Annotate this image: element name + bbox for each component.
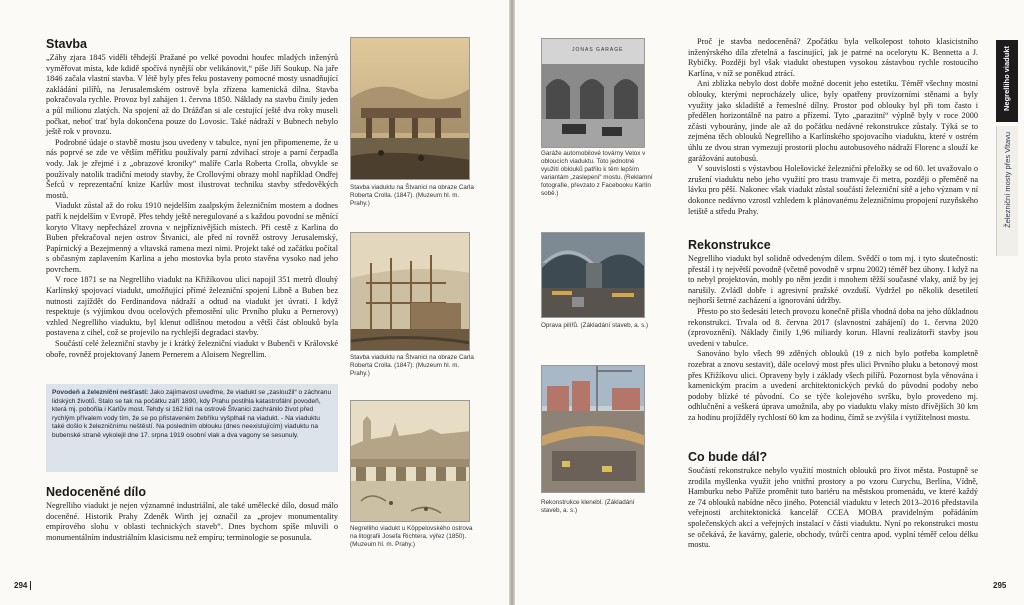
caption-velox: Garáže automobilové továrny Velox v obloucích viaduktu. Toto jednotné využití oblouků patřilo k těm lepším variantám „zaslepení“ mostu. (Reklamní fotografie, převzato z Facebooku Karlín sobě.) bbox=[541, 150, 653, 197]
paragraph: V roce 1871 se na Negrelliho viadukt na Křižíkovou ulici napojil 351 metrů dlouhý Karlínský spojovací viadukt, umožňující přímé železniční spojení Libně a Buben bez nutnosti zajíždět do Ferdinandova nádraží a odtud na viadukt jet úvrati. I když respektuje (s výjimkou dvou ocelových přemostění ulic Prvního pluku a Pernerovy) vzhled Negrelliho viaduktu, byl klenut odlišnou metodou a větší část oblouků byla postavena z cihel, což se projevilo na rychlejší degradaci stavby. bbox=[46, 275, 338, 338]
paragraph: V souvislosti s výstavbou Holešovické železniční přeložky se od 60. let uvažovalo o zrušení viaduktu nebo jeho využití pro trasu tramvaje či metra, později o přeměně na lávku pro pěší. Nakonec však viadukt zůstal součástí železniční sítě a jeho význam v ní dokonce nedávno vzrostl vzhledem k plánovanému železničnímu propojení ruzyňského letiště a středu Prahy. bbox=[688, 164, 978, 216]
page-number-right: 295 bbox=[993, 581, 1007, 590]
chapter-tab-active[interactable] bbox=[996, 40, 1018, 122]
caption-pillar-repair: Oprava pilířů. (Základání staveb, a. s.) bbox=[541, 322, 649, 329]
caption-painting-2: Stavba viaduktu na Štvanici na obraze Carla Roberta Crolla. (1847). (Muzeum hl. m. Prahy.) bbox=[350, 354, 474, 377]
paragraph: Součástí celé železniční stavby je i krátký železniční viadukt v Bubenči v Královské oboře, rovněž projektovaný Janem Pernerem a Aloisem Negrellim. bbox=[46, 339, 338, 359]
nedocenene-body bbox=[46, 501, 338, 543]
paragraph: Negrelliho viadukt je nejen významné industriální, ale také umělecké dílo, dosud málo doceněné. Historik Prahy Zdeněk Wirth jej označil za „projev monumentality empírového slohu v oblasti technických staveb“. Dnes bychom spíše mluvili o monumentálním industriálním klasicismu než empíru; terminologie se posunula. bbox=[46, 501, 338, 542]
heading-rekonstrukce: Rekonstrukce bbox=[688, 238, 771, 252]
lithograph-richter bbox=[350, 400, 470, 522]
caption-vault: Rekonstrukce klenebl. (Základání staveb, a. s.) bbox=[541, 499, 635, 514]
chapter-tab-active-label: Negrelliho viadukt bbox=[1002, 46, 1011, 112]
paragraph: „Záhy zjara 1845 viděli těhdejší Pražané po velké povodni houfec mladých inženýrů vyměřovat místa, kde kdidě spočívá nynější obr velikánovit,“ píše Jiří Soukup. Na jaře 1846 začala vlastní stavba. V létě byly přes řeku postaveny pomocné mosty usnadňující zakládání pilířů, na Jerusalemském ostrově byla zřízena kamenická dílna. Stavba pokračovala rychle. Provoz byl zahájen 1. června 1850. Náklady na stavbu činily jeden a půl milionu zlatých. Na spojení až do Drážďan si ale cestující ještě dva roky museli počkat, neboť trať byla dokončena pouze do Lovosic. Také nádraží v Bubnech nebylo ještě rok v provozu. bbox=[46, 53, 338, 137]
callout-text: Jako zajímavost uveďme, že viadukt se „zasloužil“ o záchranu lidských životů. Stalo se tak na počátku září 1890, kdy Prahu postihla katastrofální povodeň, která mj. pobořila i Karlův most. Tehdy si 162 lidí na ostrově Štvanici zachránilo život před rychlým přívalem vody tím, že se po přistaveném žebříku vyšplhali na viadukt. - Na viaduktu také došlo k železničnímu neštěstí. Na posledním oblouku (dnes neexistujícím) viaduktu na bubenské straně vykolejil dne 17. srpna 1919 osobní vlak a dva vagony se sesunuly. bbox=[52, 389, 332, 439]
cobude-body bbox=[688, 466, 978, 551]
paragraph: Negrelliho viadukt byl solidně odvedeným dílem. Svědčí o tom mj. i tyto skutečnosti: přestál i ty největší povodně (včetně povodně v srpnu 2002) téměř bez úhony. I když na to nebyl projektován, mohly po něm jezdit i mnohem těžší současné vlaky, aniž by jej narušily. Zvládl dobře i agresivní pražské ovzduší. Vydržel po několik desetiletí nejhorší šetrné zacházení a ignorování údržby. bbox=[688, 254, 978, 306]
garage-sign: JONAS GARAGE bbox=[572, 47, 624, 53]
intro-body bbox=[688, 37, 978, 217]
stavba-body bbox=[46, 53, 338, 360]
right-page bbox=[515, 0, 1024, 605]
heading-co-bude-dal: Co bude dál? bbox=[688, 450, 768, 464]
paragraph: Sanováno bylo všech 99 zděných oblouků (19 z nich bylo potřeba kompletně rozebrat a znovu sestavit), dále ocelový most přes ulici Prvního pluku a betonový most přes Křižíkovu ulici. Opraveny byly i základy všech pilířů. Pozornost byla věnována i kamenickým pracím a uvedení architektonických prvků do původní podoby nebo podoby blízké té původní. Co se týče kolejového svršku, bylo provedeno mj. odhlučnění a veškerá úprava umožnila, aby po viaduktu vlaky místo dřívějších 30 km za hodinu projížděly rychlostí 60 km za hodinu, čímž se zvýšila i vytížitelnost mostu. bbox=[688, 349, 978, 422]
painting-croll-2 bbox=[350, 232, 470, 351]
caption-lithograph: Negrelliho viadukt u Köppelovského ostrova na litografii Josefa Richtera, výřez (1850). (Muzeum hl. m. Prahy.) bbox=[350, 525, 473, 548]
paragraph: Proč je stavba nedoceněná? Zpočátku byla velkolepost tohoto klasicistního inženýrského díla zřetelná a fascinující, jak je patrné na ocelorytu K. Bennetta a J. Rybičky. Později byl však viadukt obestupen vysokou zástavbou rychle rostoucího Karlína, v níž se poněkud ztrácí. bbox=[688, 37, 978, 78]
heading-stavba: Stavba bbox=[46, 37, 87, 51]
photo-pillar-repair bbox=[541, 232, 645, 318]
heading-nedocenene: Nedoceněné dílo bbox=[46, 485, 147, 499]
paragraph: Ani zblízka nebylo dost dobře možné docenit jeho estetiku. Téměř všechny mostní oblouky, kterými neprocházely ulice, byly opatřeny provizorními stěnami a byly využity jako skladiště a řemeslné dílny. Prostor pod oblouky byl při tom často i předělen horizontálně na patro a přízemí. Tyto „parazitní“ výplně byly v roce 2000 zčásti vybourány, jinde ale až do počátku nedávné rekonstrukce zůstaly. Týká se to zejména těch oblouků Negrelliho a Karlínského spojovacího viaduktu, které v ostrém úhlu ze dvou stran vymezují prostorii plochu autobusového nádraží Florenc a slouží ke garážování autobusů. bbox=[688, 79, 978, 163]
chapter-tab-inactive[interactable] bbox=[996, 126, 1018, 256]
painting-croll-1 bbox=[350, 37, 470, 180]
page-number-bar-left bbox=[30, 581, 31, 590]
rekonstrukce-body bbox=[688, 254, 978, 424]
paragraph: Přesto po sto šedesáti letech provozu konečně přišla vhodná doba na jeho důkladnou rekonstrukci. Trvala od 8. června 2017 (slavnostní zahájení) do 1. června 2020 (zprovoznění). Náklady činily 1,96 miliardy korun. Hlavní realizátorři stavby jsou uvedeni v tabulce. bbox=[688, 306, 978, 348]
callout-title: Povodeň a železniční nešťastí: bbox=[52, 389, 149, 396]
paragraph: Součástí rekonstrukce nebylo využití mostních oblouků pro život města. Postupně se zrodila myšlenka využít jeho vnitřní prostory a po vzoru Curychu, Berlína, Vídně, Hamburku nebo Paříže proměnit tuto bariéru na městskou promenádu, ve které každý ze 74 oblouků nabídne něco jiného. Potenciál viaduktu v letech 2013–2016 představila veřejnosti architektonická kancelář CCEA MOBA pravidelným pořádáním společenských akcí a veřejných instalací v části viaduktu. Nyní po rekonstrukci mostu se očekává, že kavárny, galerie, obchody, tvůrčí centra apod. vyplní téměř celou délku mostu. bbox=[688, 466, 978, 550]
paragraph: Podrobné údaje o stavbě mostu jsou uvedeny v tabulce, nyní jen připomeneme, že u nás poprvé se zde ve větším měřítku používaly parní zdvihací stroje a parní čerpadla vody. Jak je zřejmé i z „obrazové kroniky“ malíře Carla Roberta Crolla, obvykle se používaly natolik tradiční metody stavby, že Crollovými obrazy mohl například Ondřej Šefců v reprezentační knize Karlův most ilustrovat techniku stavby středověkých mostů. bbox=[46, 137, 338, 200]
chapter-tab-inactive-label: Železniční mosty přes Vltavu bbox=[1003, 132, 1012, 228]
photo-vault-reconstruction bbox=[541, 365, 645, 493]
page-number-left: 294 bbox=[14, 581, 28, 590]
caption-painting-1: Stavba viaduktu na Štvanici na obraze Carla Roberta Crolla. (1847). (Muzeum hl. m. Prahy.) bbox=[350, 184, 474, 207]
photo-velox-garages bbox=[541, 38, 645, 148]
paragraph: Viadukt zůstal až do roku 1910 nejdelším zaalpským železničním mostem a dodnes patří k nejdelším v Evropě. Přes tehdy ještě neregulované a s každou povodní se měnící koryto Vltavy nepřecházel zrovna v nejpříznivějších místech. Při cestě z Karlina do Buben překračoval nejen ostrov Štvanici, ale před ní rovněž ostrovy Jerusalemský, Papírnický a Bezejmenný a vltavská ramena mezi nimi. Projekt také od začátku počítal s občasným zaplavením Karlina a jeho mostovka byla proto stavěna vysoko nad jeho povrchem. bbox=[46, 201, 338, 274]
left-page bbox=[0, 0, 509, 605]
flood-callout bbox=[46, 384, 338, 472]
